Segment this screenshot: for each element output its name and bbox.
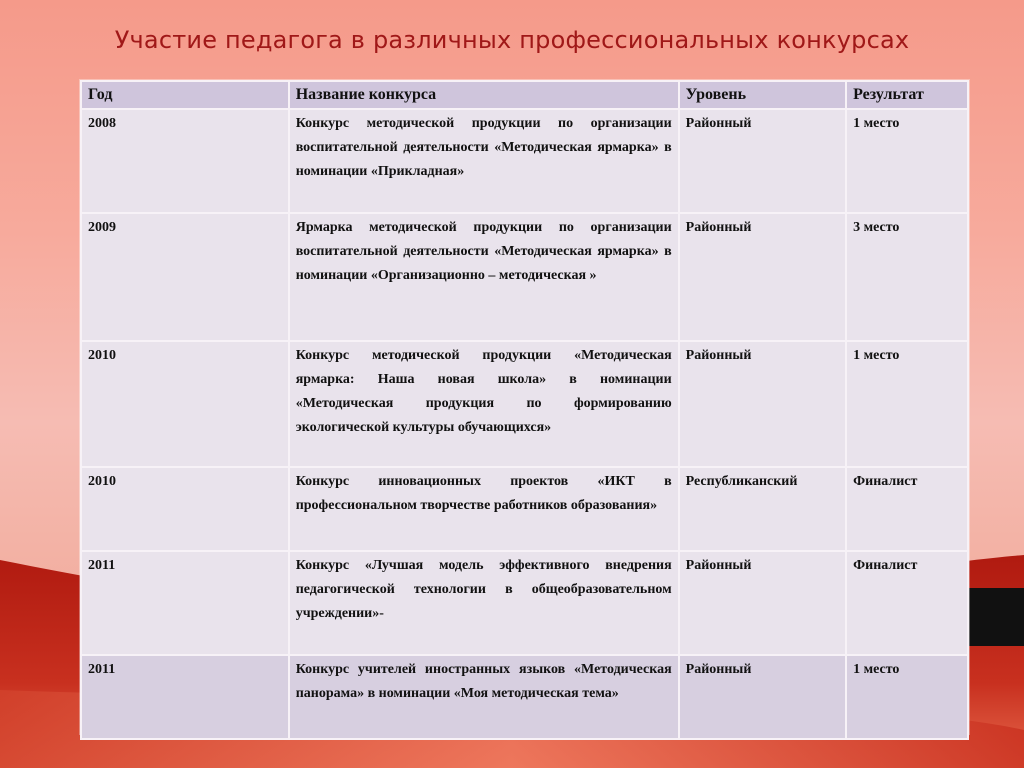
header-year: Год [81, 81, 289, 109]
cell-year: 2009 [81, 213, 289, 341]
cell-result: 1 место [846, 655, 968, 739]
cell-level: Районный [679, 213, 846, 341]
cell-level: Районный [679, 551, 846, 655]
header-level: Уровень [679, 81, 846, 109]
cell-competition-name: Конкурс методической продукции по организации воспитательной деятельности «Методическая ярмарка» в номинации «Прикладная» [289, 109, 679, 213]
cell-level: Районный [679, 655, 846, 739]
slide-title: Участие педагога в различных профессиональных конкурсах [114, 26, 910, 54]
table-row [81, 551, 968, 655]
cell-competition-name: Конкурс «Лучшая модель эффективного внедрения педагогической технологии в общеобразовательном учреждении»- [289, 551, 679, 655]
header-competition-name: Название конкурса [289, 81, 679, 109]
cell-year: 2011 [81, 551, 289, 655]
table-row [81, 341, 968, 467]
cell-result: 3 место [846, 213, 968, 341]
table-row [81, 467, 968, 551]
cell-level: Районный [679, 109, 846, 213]
table-row [81, 109, 968, 213]
header-result: Результат [846, 81, 968, 109]
cell-year: 2011 [81, 655, 289, 739]
cell-result: Финалист [846, 551, 968, 655]
competitions-table-container [80, 80, 969, 734]
cell-year: 2010 [81, 341, 289, 467]
cell-result: 1 место [846, 109, 968, 213]
table-header-row [81, 81, 968, 109]
cell-competition-name: Конкурс учителей иностранных языков «Методическая панорама» в номинации «Моя методическая тема» [289, 655, 679, 739]
cell-result: Финалист [846, 467, 968, 551]
table-row [81, 655, 968, 739]
cell-year: 2008 [81, 109, 289, 213]
cell-competition-name: Конкурс инновационных проектов «ИКТ в профессиональном творчестве работников образования» [289, 467, 679, 551]
table-row [81, 213, 968, 341]
competitions-table [80, 80, 969, 740]
cell-level: Республиканский [679, 467, 846, 551]
cell-year: 2010 [81, 467, 289, 551]
cell-competition-name: Ярмарка методической продукции по организации воспитательной деятельности «Методическая ярмарка» в номинации «Организационно – методическая » [289, 213, 679, 341]
cell-competition-name: Конкурс методической продукции «Методическая ярмарка: Наша новая школа» в номинации «Методическая продукция по формированию экологической культуры обучающихся» [289, 341, 679, 467]
cell-result: 1 место [846, 341, 968, 467]
cell-level: Районный [679, 341, 846, 467]
